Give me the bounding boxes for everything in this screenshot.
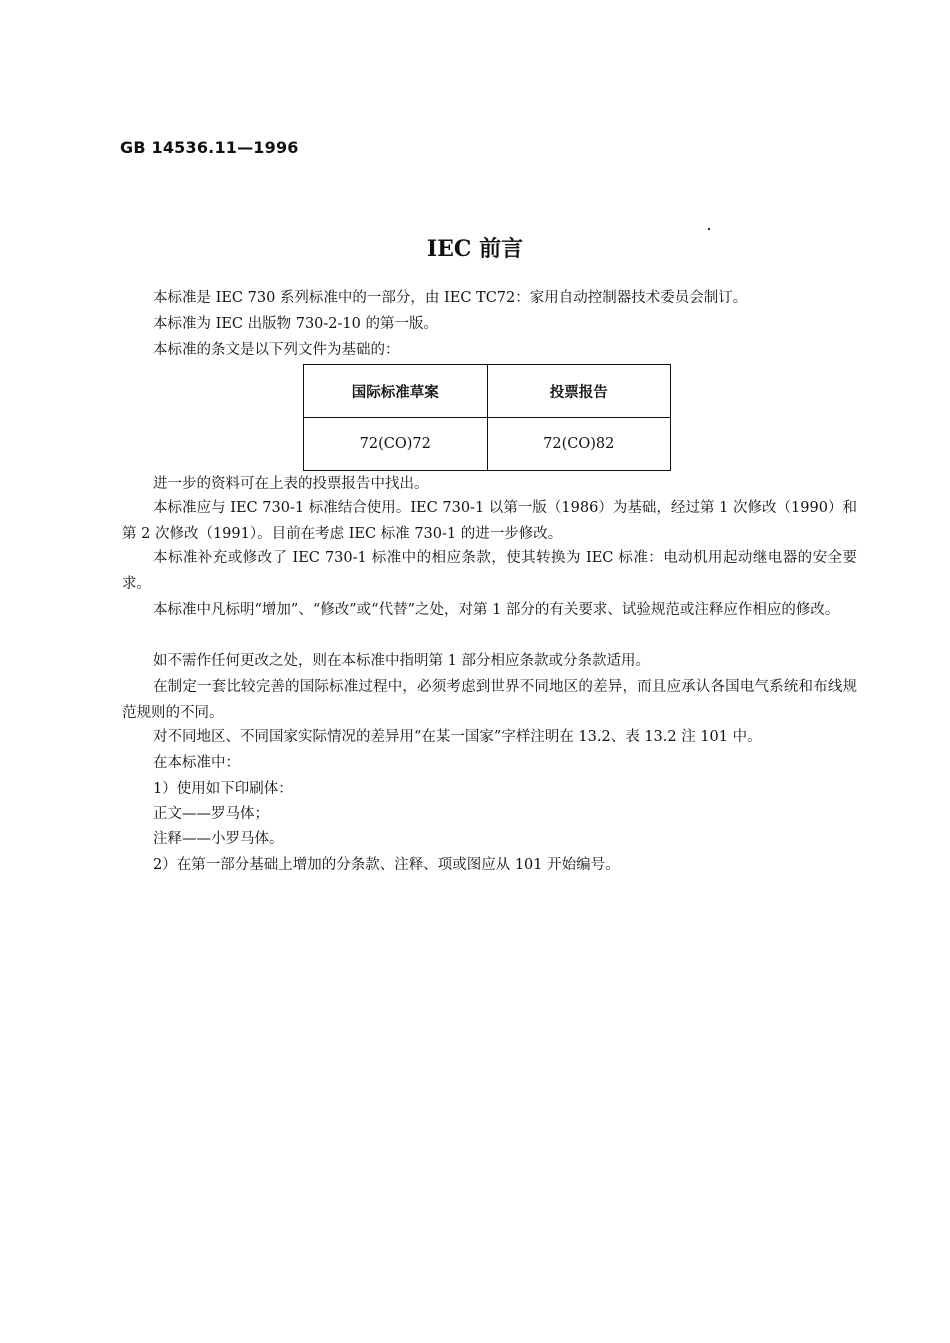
- paragraph-country-notes: 对不同地区、不同国家实际情况的差异用“在某一国家”字样注明在 13.2、表 13.2 注 101 中。: [153, 729, 762, 745]
- basis-documents-table: [303, 364, 671, 471]
- table-header-draft: 国际标准草案: [304, 365, 488, 418]
- scan-speck: [708, 228, 710, 230]
- list-item-body-text: 正文——罗马体；: [153, 806, 269, 822]
- table-row: [304, 418, 671, 471]
- paragraph-supplement: 本标准补充或修改了 IEC 730-1 标准中的相应条款，使其转换为 IEC 标准：电动机用起动继电器的安全要求。: [122, 550, 857, 592]
- list-item-typeface: 1）使用如下印刷体：: [153, 781, 293, 797]
- table-header-vote-report: 投票报告: [487, 365, 671, 418]
- paragraph-use-with-730-1: 本标准应与 IEC 730-1 标准结合使用。IEC 730-1 以第一版（1986）为基础，经过第 1 次修改（1990）和第 2 次修改（1991）。目前在考虑 IEC 标准 730-1 的进一步修改。: [122, 500, 857, 542]
- paragraph-regional-differences: 在制定一套比较完善的国际标准过程中，必须考虑到世界不同地区的差异，而且应承认各国电气系统和布线规范规则的不同。: [122, 679, 857, 721]
- paragraph-in-this-standard: 在本标准中：: [153, 755, 240, 771]
- paragraph-no-change: 如不需作任何更改之处，则在本标准中指明第 1 部分相应条款或分条款适用。: [153, 653, 650, 669]
- table-cell-vote-report: 72(CO)82: [487, 418, 671, 471]
- paragraph-markings: 本标准中凡标明“增加”、“修改”或“代替”之处，对第 1 部分的有关要求、试验规范或注释应作相应的修改。: [153, 602, 840, 618]
- list-item-notes: 注释——小罗马体。: [153, 831, 284, 847]
- table-header-row: [304, 365, 671, 418]
- paragraph-intro-1: 本标准是 IEC 730 系列标准中的一部分，由 IEC TC72：家用自动控制器技术委员会制订。: [153, 290, 748, 306]
- table-cell-draft: 72(CO)72: [304, 418, 488, 471]
- paragraph-intro-3: 本标准的条文是以下列文件为基础的：: [153, 342, 400, 358]
- page-title: IEC 前言: [426, 236, 524, 262]
- paragraph-intro-2: 本标准为 IEC 出版物 730-2-10 的第一版。: [153, 316, 438, 332]
- list-item-numbering: 2）在第一部分基础上增加的分条款、注释、项或图应从 101 开始编号。: [153, 857, 620, 873]
- standard-code: GB 14536.11—1996: [120, 138, 299, 157]
- paragraph-further-info: 进一步的资料可在上表的投票报告中找出。: [153, 476, 429, 492]
